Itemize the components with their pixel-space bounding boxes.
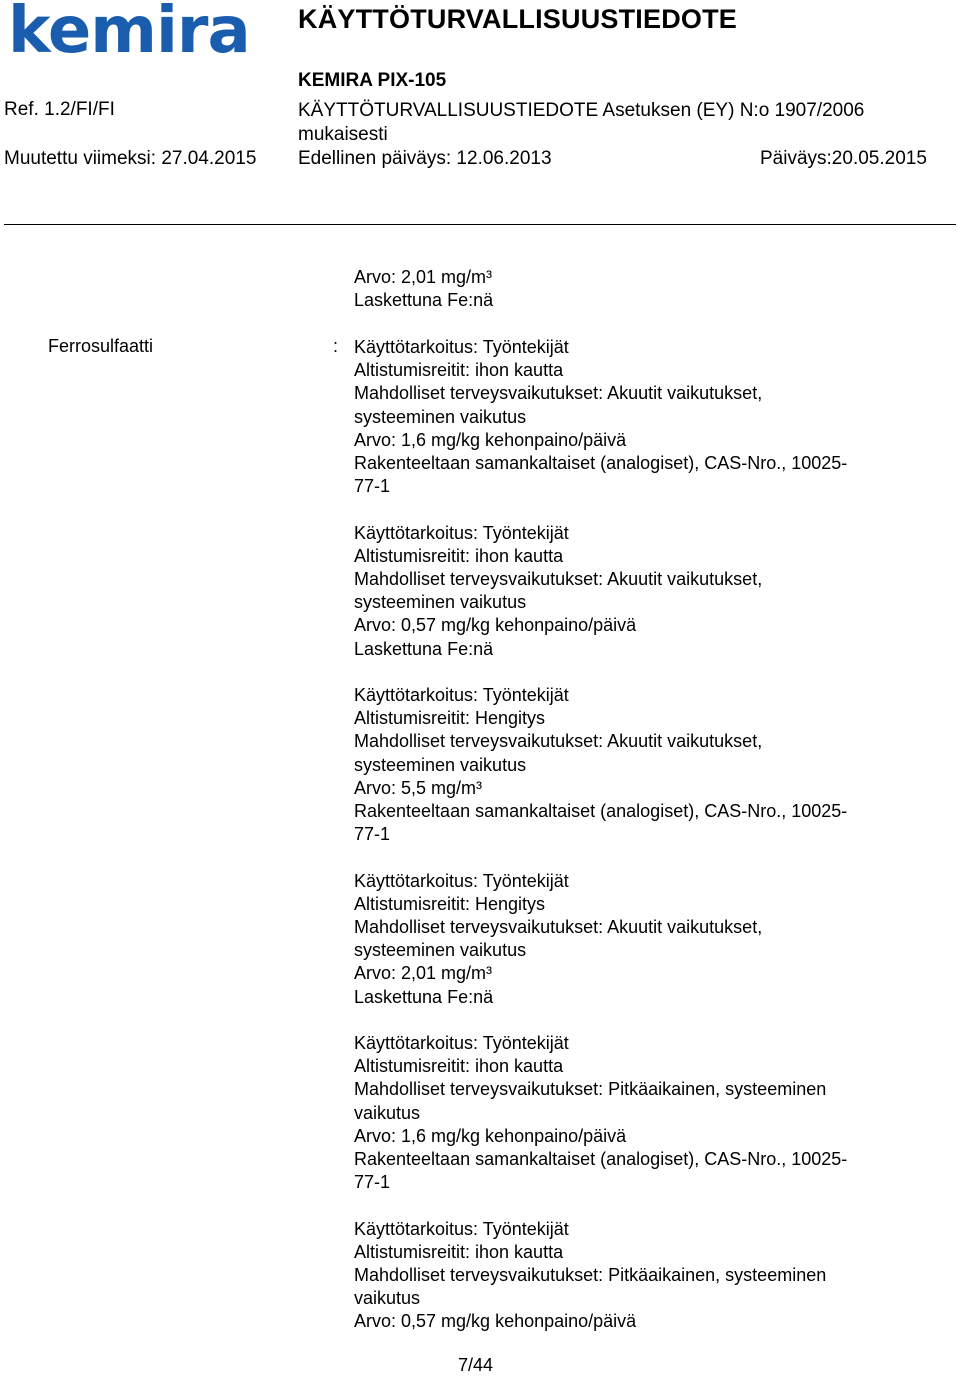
entry-line: Mahdolliset terveysvaikutukset: Pitkäaikainen, systeeminen bbox=[354, 1265, 827, 1286]
entry-line: vaikutus bbox=[354, 1288, 421, 1309]
exposure-entries bbox=[354, 336, 914, 1357]
regulation-line: KÄYTTÖTURVALLISUUSTIEDOTE Asetuksen (EY) N:o 1907/2006 bbox=[298, 100, 865, 121]
entry-line: Arvo: 0,57 mg/kg kehonpaino/päivä bbox=[354, 1311, 637, 1332]
exposure-entry bbox=[354, 1032, 914, 1194]
entry-line: 77-1 bbox=[354, 476, 391, 497]
regulation-line: mukaisesti bbox=[298, 124, 388, 145]
continued-entry bbox=[354, 266, 493, 312]
entry-line: Laskettuna Fe:nä bbox=[354, 638, 494, 659]
entry-line: Käyttötarkoitus: Työntekijät bbox=[354, 1218, 569, 1239]
kemira-logo: kemira bbox=[8, 0, 250, 68]
entry-line: Altistumisreitit: ihon kautta bbox=[354, 1056, 564, 1077]
entry-line: Käyttötarkoitus: Työntekijät bbox=[354, 685, 569, 706]
header-divider bbox=[4, 224, 956, 225]
exposure-entry bbox=[354, 522, 914, 661]
entry-line: systeeminen vaikutus bbox=[354, 940, 527, 961]
exposure-entry bbox=[354, 684, 914, 846]
entry-line: systeeminen vaikutus bbox=[354, 406, 527, 427]
entry-line: systeeminen vaikutus bbox=[354, 754, 527, 775]
entry-line: Käyttötarkoitus: Työntekijät bbox=[354, 337, 569, 357]
entry-line: Mahdolliset terveysvaikutukset: Akuutit vaikutukset, bbox=[354, 569, 763, 590]
document-title: KÄYTTÖTURVALLISUUSTIEDOTE bbox=[298, 4, 738, 34]
entry-line: Altistumisreitit: ihon kautta bbox=[354, 360, 564, 381]
entry-line: Käyttötarkoitus: Työntekijät bbox=[354, 870, 569, 891]
entry-line: Mahdolliset terveysvaikutukset: Akuutit vaikutukset, bbox=[354, 917, 763, 938]
entry-line: Rakenteeltaan samankaltaiset (analogiset), CAS-Nro., 10025- bbox=[354, 453, 848, 474]
entry-line: Altistumisreitit: ihon kautta bbox=[354, 545, 564, 566]
exposure-entry bbox=[354, 1218, 914, 1334]
regulation-text bbox=[298, 99, 938, 147]
entry-line: vaikutus bbox=[354, 1102, 421, 1123]
substance-colon: : bbox=[333, 336, 339, 356]
exposure-entry bbox=[354, 336, 914, 498]
reference-number: Ref. 1.2/FI/FI bbox=[4, 99, 115, 120]
entry-line: Arvo: 2,01 mg/m³ bbox=[354, 267, 493, 287]
entry-line: Käyttötarkoitus: Työntekijät bbox=[354, 522, 569, 543]
entry-line: Arvo: 5,5 mg/m³ bbox=[354, 777, 483, 798]
issue-date: Päiväys:20.05.2015 bbox=[760, 148, 927, 169]
entry-line: Arvo: 0,57 mg/kg kehonpaino/päivä bbox=[354, 615, 637, 636]
substance-name: Ferrosulfaatti bbox=[48, 336, 154, 356]
previous-date: Edellinen päiväys: 12.06.2013 bbox=[298, 148, 552, 169]
entry-line: Arvo: 1,6 mg/kg kehonpaino/päivä bbox=[354, 429, 627, 450]
entry-line: Laskettuna Fe:nä bbox=[354, 290, 494, 311]
entry-line: Altistumisreitit: ihon kautta bbox=[354, 1241, 564, 1262]
exposure-entry bbox=[354, 870, 914, 1009]
page-number: 7/44 bbox=[458, 1355, 494, 1375]
last-modified: Muutettu viimeksi: 27.04.2015 bbox=[4, 148, 257, 169]
entry-line: Käyttötarkoitus: Työntekijät bbox=[354, 1033, 569, 1054]
entry-line: Altistumisreitit: Hengitys bbox=[354, 893, 546, 914]
entry-line: Mahdolliset terveysvaikutukset: Akuutit vaikutukset, bbox=[354, 731, 763, 752]
entry-line: Mahdolliset terveysvaikutukset: Pitkäaikainen, systeeminen bbox=[354, 1079, 827, 1100]
entry-line: Laskettuna Fe:nä bbox=[354, 986, 494, 1007]
entry-line: Altistumisreitit: Hengitys bbox=[354, 708, 546, 729]
entry-line: Rakenteeltaan samankaltaiset (analogiset), CAS-Nro., 10025- bbox=[354, 801, 848, 822]
entry-line: systeeminen vaikutus bbox=[354, 592, 527, 613]
entry-line: Arvo: 1,6 mg/kg kehonpaino/päivä bbox=[354, 1125, 627, 1146]
entry-line: Rakenteeltaan samankaltaiset (analogiset), CAS-Nro., 10025- bbox=[354, 1149, 848, 1170]
entry-line: Mahdolliset terveysvaikutukset: Akuutit vaikutukset, bbox=[354, 383, 763, 404]
product-name: KEMIRA PIX-105 bbox=[298, 70, 447, 91]
entry-line: 77-1 bbox=[354, 1172, 391, 1193]
entry-line: Arvo: 2,01 mg/m³ bbox=[354, 963, 493, 984]
entry-line: 77-1 bbox=[354, 824, 391, 845]
